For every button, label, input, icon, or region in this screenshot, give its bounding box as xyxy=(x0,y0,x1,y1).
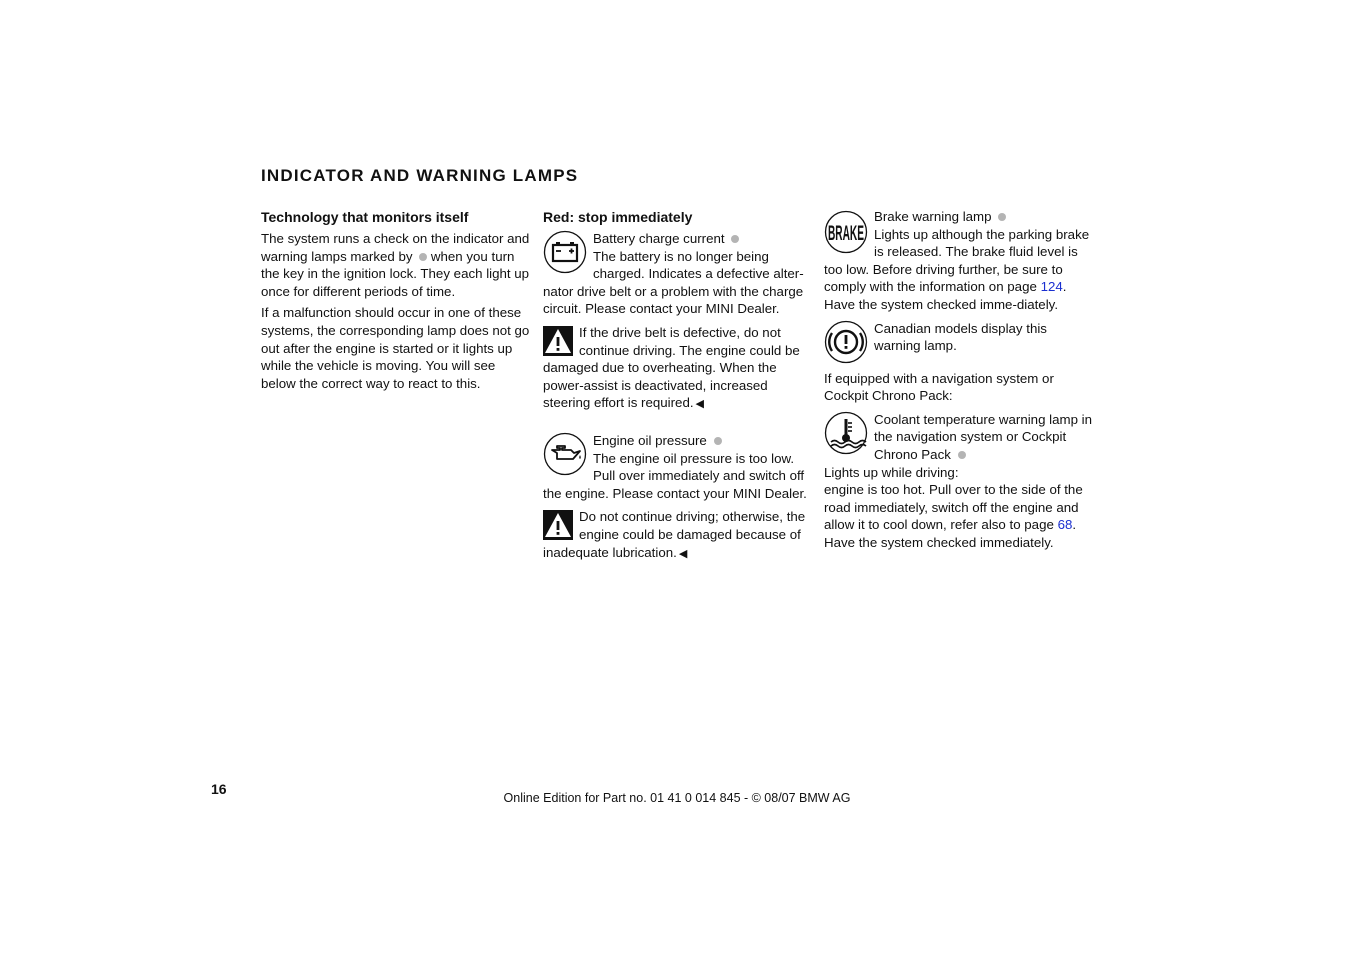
brake-title: Brake warning lamp xyxy=(874,209,992,224)
brake-dot-icon xyxy=(998,213,1006,221)
column-technology xyxy=(261,208,531,396)
brake-entry xyxy=(824,208,1094,314)
canadian-text: Canadian models display this warning lamp. xyxy=(874,320,1047,354)
battery-entry xyxy=(543,230,815,318)
monitor-dot-icon xyxy=(419,253,427,261)
page-number: 16 xyxy=(211,781,227,797)
oil-dot-icon xyxy=(714,437,722,445)
brake-text-b: . Have the system checked imme-diately. xyxy=(824,279,1067,312)
battery-title: Battery charge current xyxy=(593,231,725,246)
column-brake-coolant xyxy=(824,208,1094,556)
technology-text-b: when you turn the key in the ignition lock. They each light up once for different periods of time. xyxy=(261,248,530,299)
footer: Online Edition for Part no. 01 41 0 014 845 - © 08/07 BMW AG xyxy=(503,791,851,805)
technology-text-a: The system runs a check on the indicator and warning lamps marked by xyxy=(261,231,530,264)
oil-pressure-entry xyxy=(543,432,815,502)
warning-triangle-icon xyxy=(543,326,573,356)
lubrication-warning xyxy=(543,508,815,563)
coolant-text-b: . Have the system checked immediately. xyxy=(824,517,1077,550)
technology-paragraph-1 xyxy=(261,230,531,300)
coolant-page-link[interactable]: 68 xyxy=(1057,517,1073,533)
drive-belt-warning xyxy=(543,324,815,414)
coolant-text-a: engine is too hot. Pull over to the side of the road immediately, switch off the engine and allow it to cool down, refer also to page xyxy=(824,482,1083,533)
battery-icon xyxy=(543,230,587,274)
oil-pressure-title: Engine oil pressure xyxy=(593,432,707,448)
battery-dot-icon xyxy=(731,235,739,243)
end-mark-icon: ◀ xyxy=(678,547,688,560)
drive-belt-warning-text: If the drive belt is defective, do not continue driving. The engine could be damaged due to overheating. When the power-assist is deactivated, increased steering effort is required. xyxy=(543,324,800,411)
warning-triangle-icon xyxy=(543,510,573,540)
technology-heading: Technology that monitors itself xyxy=(261,209,469,225)
section-title: INDICATOR AND WARNING LAMPS xyxy=(261,166,579,185)
end-mark-icon: ◀ xyxy=(695,398,705,411)
brake-icon-label: BRAKE xyxy=(828,222,864,245)
brake-text-a: Lights up although the parking brake is released. The brake fluid level is too low. Before driving further, be sure to comply with the information on page xyxy=(824,226,1090,295)
coolant-entry xyxy=(824,411,1094,464)
technology-paragraph-2: If a malfunction should occur in one of these systems, the corresponding lamp does not go out after the engine is started or it lights up while the vehicle is moving. You will see below the correct way to react to this. xyxy=(261,305,530,391)
coolant-temperature-icon xyxy=(824,411,868,455)
brake-icon xyxy=(824,210,868,254)
oil-can-icon xyxy=(543,432,587,476)
red-stop-heading: Red: stop immediately xyxy=(543,209,693,225)
column-red-stop xyxy=(543,208,815,567)
battery-text: The battery is no longer being charged. Indicates a defective alter-nator drive belt or a problem with the charge circuit. Please contact your MINI Dealer. xyxy=(543,248,804,317)
coolant-dot-icon xyxy=(958,451,966,459)
brake-warning-exclamation-icon xyxy=(824,320,868,364)
coolant-title: Coolant temperature warning lamp in the navigation system or Cockpit Chrono Pack xyxy=(874,411,1093,462)
brake-page-link[interactable]: 124 xyxy=(1040,279,1063,295)
oil-pressure-text: The engine oil pressure is too low. Pull over immediately and switch off the engine. Please contact your MINI Dealer. xyxy=(543,450,807,501)
coolant-paragraph xyxy=(824,481,1094,551)
coolant-lead: Lights up while driving: xyxy=(824,464,959,480)
lubrication-warning-text: Do not continue driving; otherwise, the engine could be damaged because of inadequate lubrication. xyxy=(543,509,806,560)
navigation-intro: If equipped with a navigation system or Cockpit Chrono Pack: xyxy=(824,370,1054,404)
canadian-entry xyxy=(824,320,1094,366)
